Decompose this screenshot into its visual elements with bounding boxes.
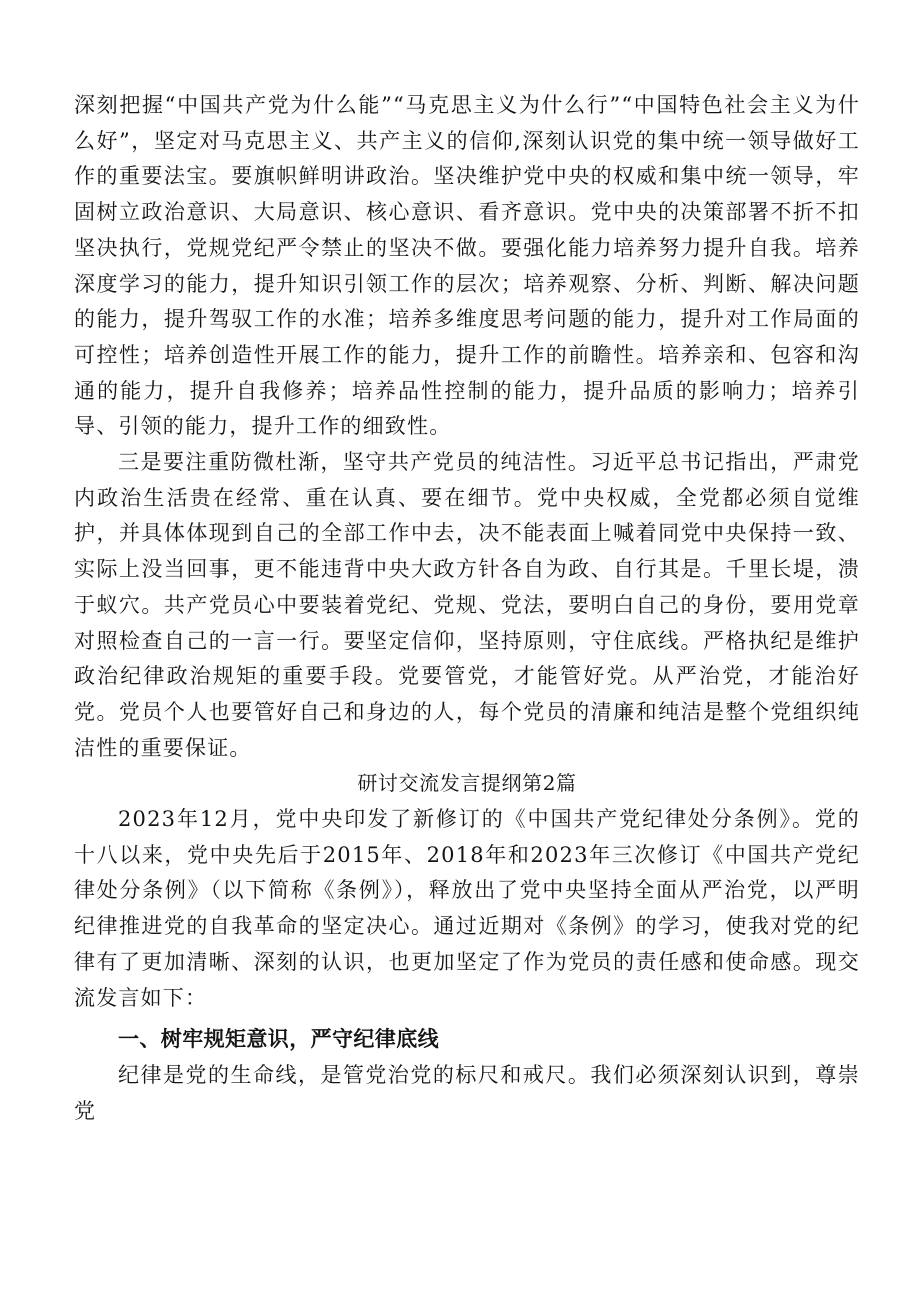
body-paragraph-1: 深刻把握“中国共产党为什么能”“马克思主义为什么行”“中国特色社会主义为什么好”，坚定对马克思主义、共产主义的信仰,深刻认识党的集中统一领导做好工作的重要法宝。要旗帜鲜明讲政治。坚决维护党中央的权威和集中统一领导，牢固树立政治意识、大局意识、核心意识、看齐意识。党中央的决策部署不折不扣坚决执行，党规党纪严令禁止的坚决不做。要强化能力培养努力提升自我。培养深度学习的能力，提升知识引领工作的层次；培养观察、分析、判断、解决问题的能力，提升驾驭工作的水准；培养多维度思考问题的能力，提升对工作局面的可控性；培养创造性开展工作的能力，提升工作的前瞻性。培养亲和、包容和沟通的能力，提升自我修养；培养品性控制的能力，提升品质的影响力；培养引导、引领的能力，提升工作的细致性。 [74, 93, 860, 439]
section-heading-1: 一、树牢规矩意识，严守纪律底线 [118, 1027, 439, 1052]
body-paragraph-2: 三是要注重防微杜渐，坚守共产党员的纯洁性。习近平总书记指出，严肃党内政治生活贵在经常、重在认真、要在细节。党中央权威，全党都必须自觉维护，并具体体现到自己的全部工作中去，决不能表面上喊着同党中央保持一致、实际上没当回事，更不能违背中央大政方针各自为政、自行其是。千里长堤，溃于蚁穴。共产党员心中要装着党纪、党规、党法，要明白自己的身份，要用党章对照检查自己的一言一行。要坚定信仰，坚持原则，守住底线。严格执纪是维护政治纪律政治规矩的重要手段。党要管党，才能管好党。从严治党，才能治好党。党员个人也要管好自己和身边的人，每个党员的清廉和纯洁是整个党组织纯洁性的重要保证。 [74, 450, 860, 760]
document-title: 研讨交流发言提纲第2篇 [357, 771, 577, 796]
body-paragraph-4: 纪律是党的生命线，是管党治党的标尺和戒尺。我们必须深刻认识到，尊崇党 [74, 1063, 860, 1123]
body-paragraph-3: 2023年12月，党中央印发了新修订的《中国共产党纪律处分条例》。党的十八以来，党中央先后于2015年、2018年和2023年三次修订《中国共产党纪律处分条例》（以下简称《条例》），释放出了党中央坚持全面从严治党，以严明纪律推进党的自我革命的坚定决心。通过近期对《条例》的学习，使我对党的纪律有了更加清晰、深刻的认识，也更加坚定了作为党员的责任感和使命感。现交流发言如下： [74, 807, 860, 1010]
